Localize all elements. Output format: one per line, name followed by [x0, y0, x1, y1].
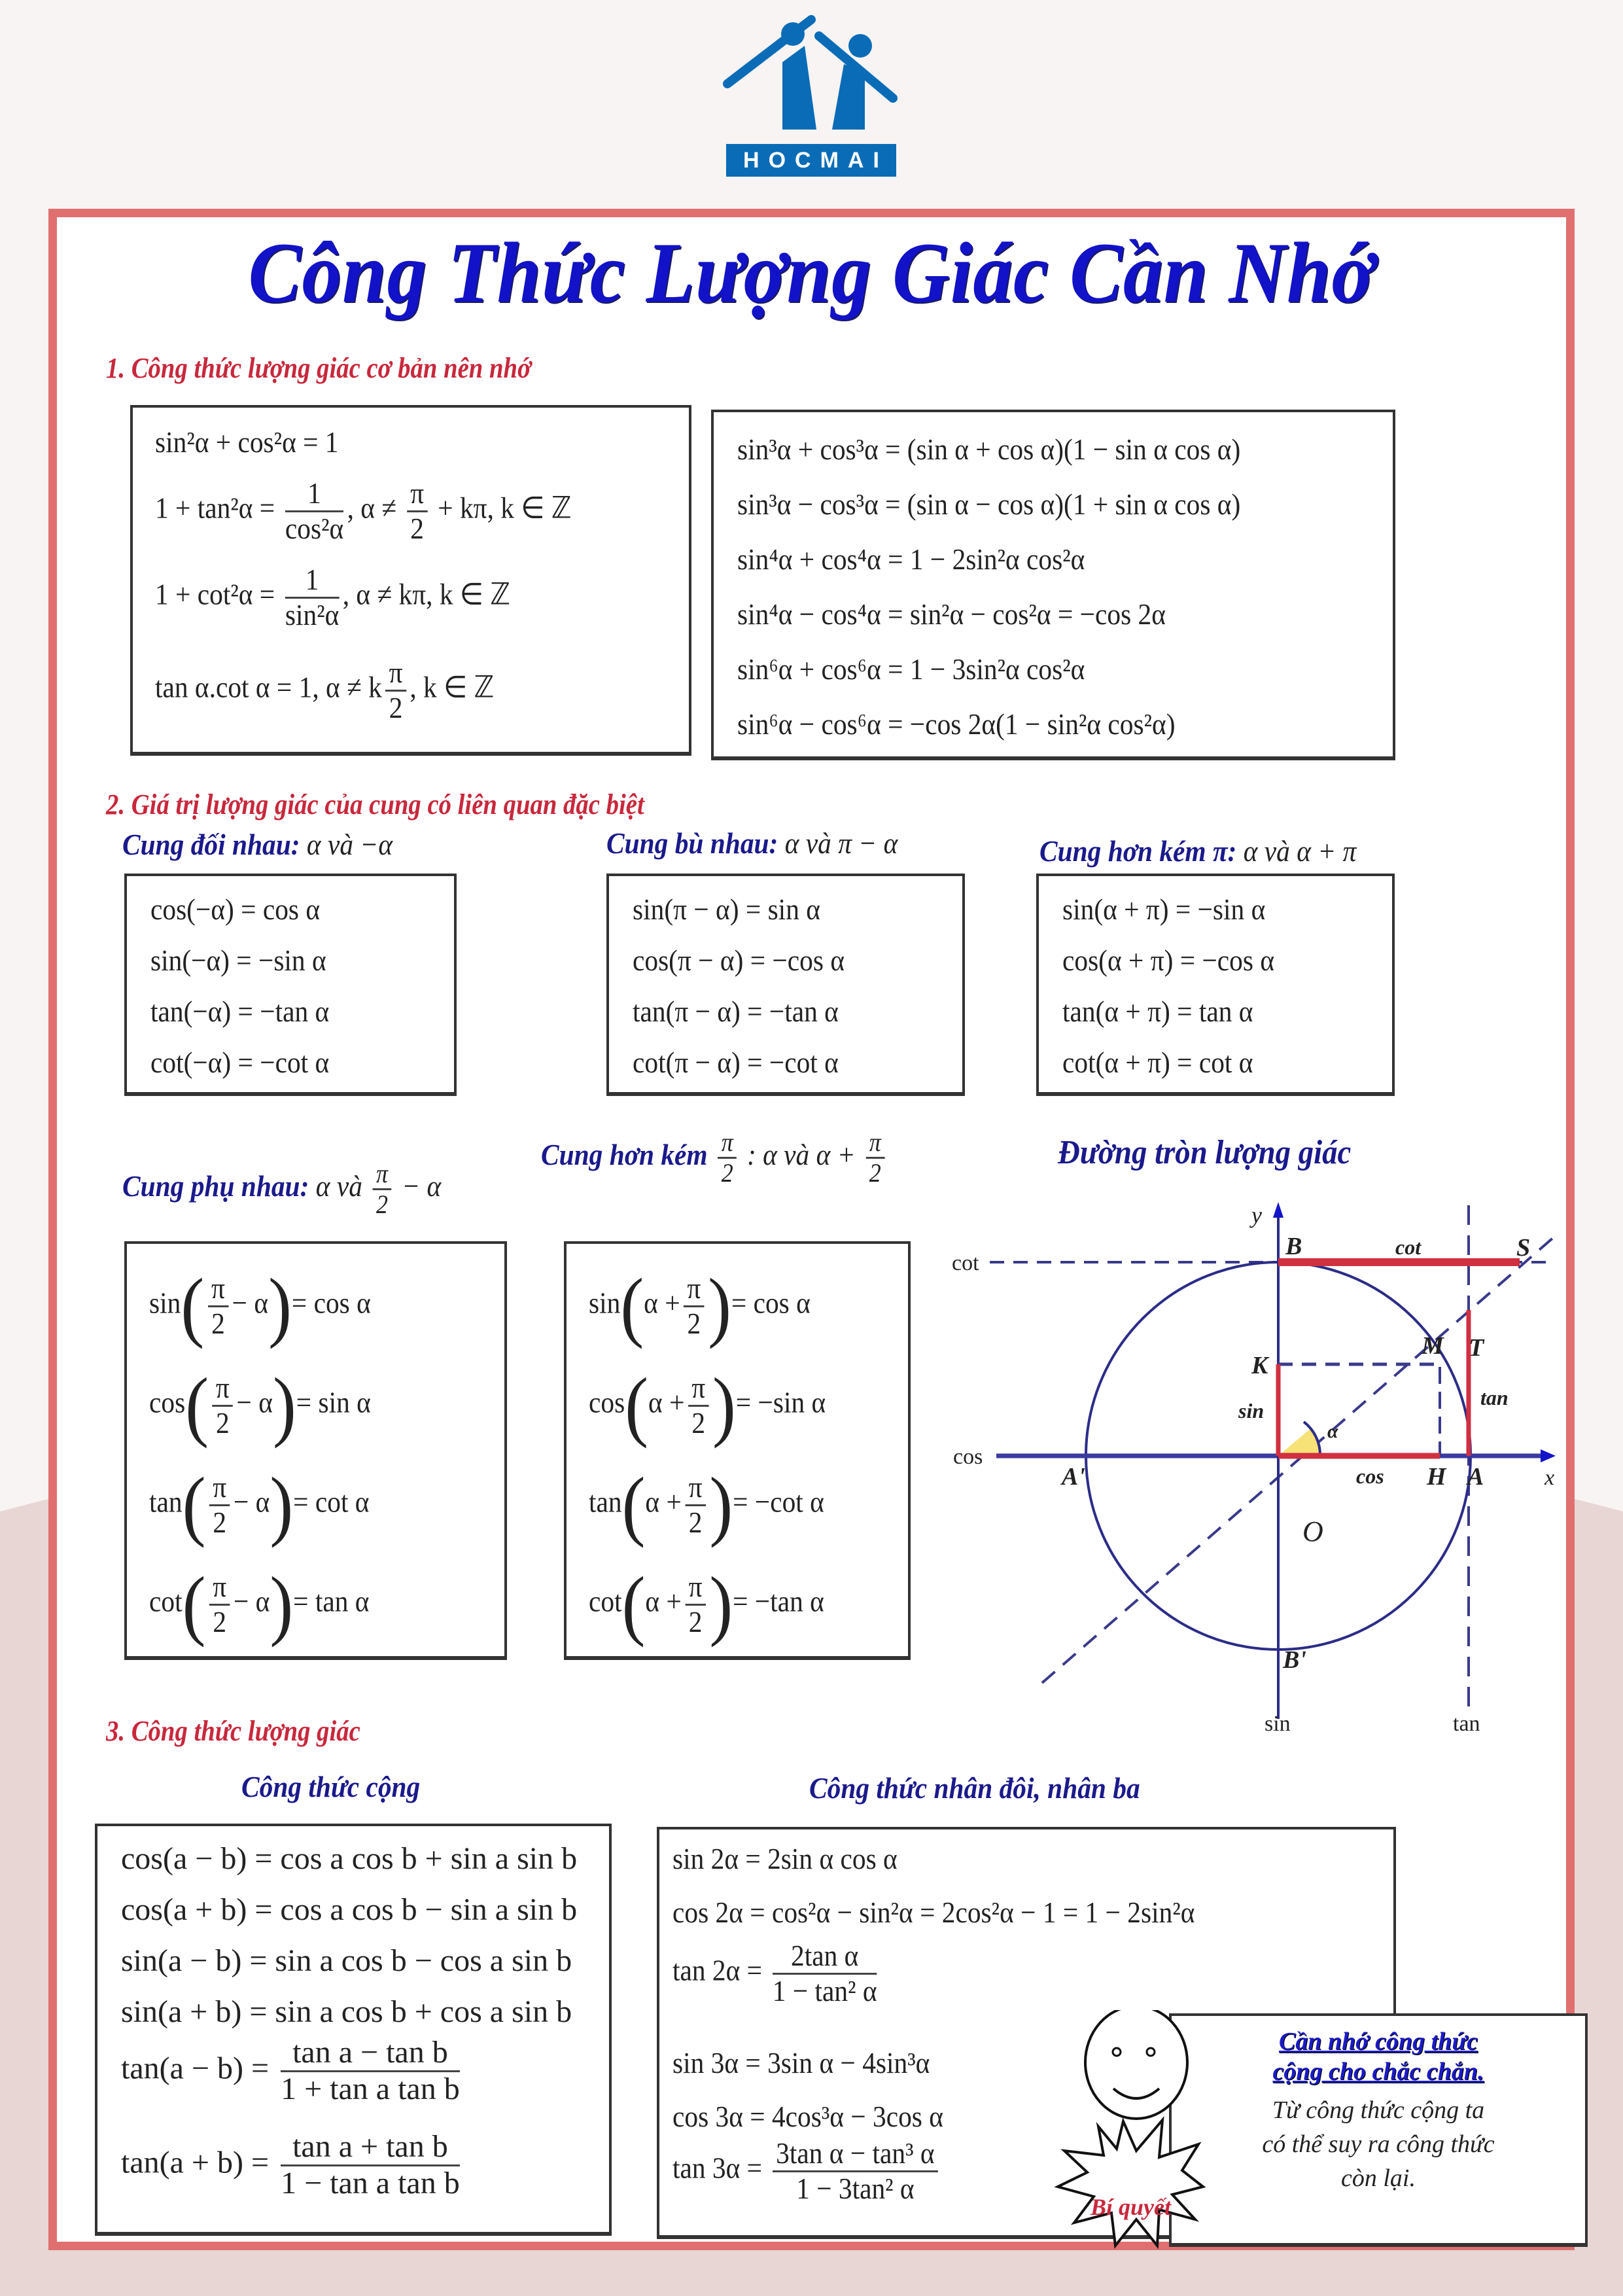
svg-text:A': A' — [1062, 1463, 1085, 1491]
svg-text:tan: tan — [1480, 1386, 1509, 1409]
complementary-arcs-title: Cung phụ nhau: α và $\frac{\pi}{2}$ − α — [122, 1159, 442, 1219]
formula-row: sin(a + b) = sin a cos b + cos a sin b — [121, 1994, 572, 2029]
section-1-title: 1. Công thức lượng giác cơ bản nên nhớ — [106, 352, 531, 384]
formula-row: sin(a − b) = sin a cos b − cos a sin b — [121, 1943, 572, 1978]
formula-row: tan α.cot α = 1, α ≠ k $\frac{\pi}{2}$ , k ∈ ℤ — [155, 656, 495, 724]
formula-row: tan(a + b) = $\frac{\text{tan a + tan b}}{\text{1 − tan a tan b}}$ — [121, 2129, 460, 2200]
formula-row: sin⁴α − cos⁴α = sin²α − cos²α = −cos 2α — [737, 597, 1166, 631]
formula-row: 1 + cot²α = $\frac{1}{\text{sin²α}}$ , α ≠ kπ, k ∈ ℤ — [155, 563, 511, 631]
opposite-arcs-box — [124, 874, 457, 1096]
svg-text:B': B' — [1283, 1646, 1306, 1674]
formula-row: tan 3α = $\frac{\text{3tan α − tan³ α}}{\text{1 − 3tan² α}}$ — [672, 2137, 941, 2205]
svg-text:x: x — [1544, 1466, 1555, 1490]
formula-row: cos 3α = 4cos³α − 3cos α — [672, 2100, 943, 2133]
formula-row: sin(−α) = −sin α — [150, 944, 326, 977]
formula-row: tan(π − α) = −tan α — [633, 995, 839, 1028]
formula-row: cot(α + π) = cot α — [1062, 1046, 1253, 1079]
svg-text:y: y — [1251, 1202, 1262, 1228]
svg-text:α: α — [1327, 1421, 1338, 1442]
formula-row: cos( $\frac{\pi}{2}$ − α)= sin α — [149, 1362, 371, 1449]
page-title: Công Thức Lượng Giác Cần Nhớ — [248, 224, 1375, 321]
poster-frame — [48, 209, 1575, 2250]
formula-row: tan(−α) = −tan α — [150, 995, 330, 1028]
multiple-angle-formulas-title: Công thức nhân đôi, nhân ba — [809, 1771, 1140, 1805]
starburst-icon — [1058, 2120, 1203, 2246]
formula-row: cot(π − α) = −cot α — [633, 1046, 839, 1079]
addition-formulas-title: Công thức cộng — [241, 1770, 421, 1803]
secret-badge: Bí quyết — [1091, 2194, 1171, 2220]
formula-row: sin³α + cos³α = (sin α + cos α)(1 − sin α cos α) — [737, 433, 1241, 466]
unit-circle-title: Đường tròn lượng giác — [1058, 1134, 1352, 1171]
formula-row: sin⁶α + cos⁶α = 1 − 3sin²α cos²α — [737, 652, 1085, 686]
svg-text:A: A — [1467, 1463, 1484, 1491]
complementary-arcs-box — [124, 1241, 507, 1660]
formula-row: cot(α + $\frac{\pi}{2}$ )= −tan α — [589, 1561, 824, 1648]
svg-text:cos: cos — [1356, 1464, 1384, 1488]
pi-shift-arcs-box — [1036, 874, 1395, 1096]
svg-text:K: K — [1251, 1352, 1268, 1379]
svg-text:cos: cos — [953, 1445, 983, 1469]
formula-row: cot( $\frac{\pi}{2}$ − α)= tan α — [149, 1561, 370, 1648]
formula-row: cos(α + π) = −cos α — [1062, 944, 1275, 977]
formula-row: cos(π − α) = −cos α — [633, 944, 845, 977]
formula-row: cot(−α) = −cot α — [150, 1046, 330, 1079]
brand-name: HOCMAI — [726, 144, 896, 177]
opposite-arcs-title: Cung đối nhau: α và −α — [122, 828, 393, 861]
addition-formulas-box — [95, 1824, 612, 2236]
supplementary-arcs-title: Cung bù nhau: α và π − α — [606, 826, 898, 860]
formula-row: sin(α + π) = −sin α — [1062, 892, 1266, 926]
formula-row: sin²α + cos²α = 1 — [155, 425, 339, 459]
unit-circle-diagram — [911, 1195, 1565, 1732]
svg-text:sin: sin — [1265, 1712, 1291, 1732]
half-pi-shift-arcs-box — [564, 1241, 911, 1660]
svg-text:T: T — [1469, 1334, 1484, 1362]
hocmai-logo — [720, 7, 903, 173]
formula-row: tan( $\frac{\pi}{2}$ − α)= cot α — [149, 1461, 370, 1548]
formula-row: tan 2α = $\frac{\text{2tan α}}{\text{1 − tan² α}}$ — [672, 1939, 877, 2007]
formula-row: sin(π − α) = sin α — [633, 892, 820, 926]
formula-row: tan(a − b) = $\frac{\text{tan a − tan b}}{\text{1 + tan a tan b}}$ — [121, 2035, 460, 2106]
formula-row: cos 2α = cos²α − sin²α = 2cos²α − 1 = 1 − 2sin²α — [672, 1896, 1195, 1929]
formula-row: tan(α + $\frac{\pi}{2}$ )= −cot α — [589, 1461, 824, 1548]
formula-row: tan(α + π) = tan α — [1062, 995, 1253, 1028]
formula-row: sin 3α = 3sin α − 4sin³α — [672, 2046, 930, 2079]
svg-text:H: H — [1427, 1463, 1446, 1491]
formula-row: cos(α + $\frac{\pi}{2}$ )= −sin α — [589, 1362, 826, 1449]
svg-text:sin: sin — [1238, 1399, 1265, 1422]
svg-text:M: M — [1422, 1332, 1444, 1360]
formula-row: sin 2α = 2sin α cos α — [672, 1842, 898, 1875]
svg-text:cot: cot — [1395, 1235, 1422, 1259]
radius-line — [1042, 1237, 1554, 1683]
supplementary-arcs-box — [606, 874, 965, 1096]
section-3-title: 3. Công thức lượng giác — [106, 1715, 360, 1747]
svg-text:cot: cot — [952, 1251, 979, 1275]
basic-identities-box — [130, 405, 691, 756]
formula-row: sin( $\frac{\pi}{2}$ − α)= cos α — [149, 1262, 371, 1349]
half-pi-shift-arcs-title: Cung hơn kém $\frac{\pi}{2}$ : α và α + $\frac{\pi}{2}$ — [541, 1128, 888, 1188]
formula-row: 1 + tan²α = $\frac{1}{\text{cos²α}}$ , α ≠ $\frac{\pi}{2}$ + kπ, k ∈ ℤ — [155, 476, 572, 545]
tip-heading: Cần nhớ công thức cộng cho chắc chắn. — [1272, 2028, 1484, 2085]
formula-row: cos(a + b) = cos a cos b − sin a sin b — [121, 1892, 578, 1927]
formula-row: sin⁴α + cos⁴α = 1 − 2sin²α cos²α — [737, 542, 1085, 576]
svg-text:B: B — [1285, 1233, 1302, 1260]
svg-text:O: O — [1302, 1515, 1323, 1547]
formula-row: sin⁶α − cos⁶α = −cos 2α(1 − sin²α cos²α) — [737, 707, 1176, 741]
formula-row: sin(α + $\frac{\pi}{2}$ )= cos α — [589, 1262, 811, 1349]
svg-text:tan: tan — [1453, 1712, 1480, 1732]
tip-text: Từ công thức cộng ta có thể suy ra công thức còn lại. — [1262, 2096, 1495, 2192]
two-people-logo-icon — [720, 7, 903, 137]
power-identities-box — [711, 410, 1395, 760]
formula-row: sin³α − cos³α = (sin α − cos α)(1 + sin α cos α) — [737, 487, 1241, 521]
formula-row: cos(−α) = cos α — [150, 892, 321, 926]
pi-shift-arcs-title: Cung hơn kém π: α và α + π — [1039, 834, 1357, 868]
svg-text:S: S — [1516, 1234, 1531, 1262]
formula-row: cos(a − b) = cos a cos b + sin a sin b — [121, 1841, 578, 1876]
section-2-title: 2. Giá trị lượng giác của cung có liên quan đặc biệt — [106, 788, 644, 821]
